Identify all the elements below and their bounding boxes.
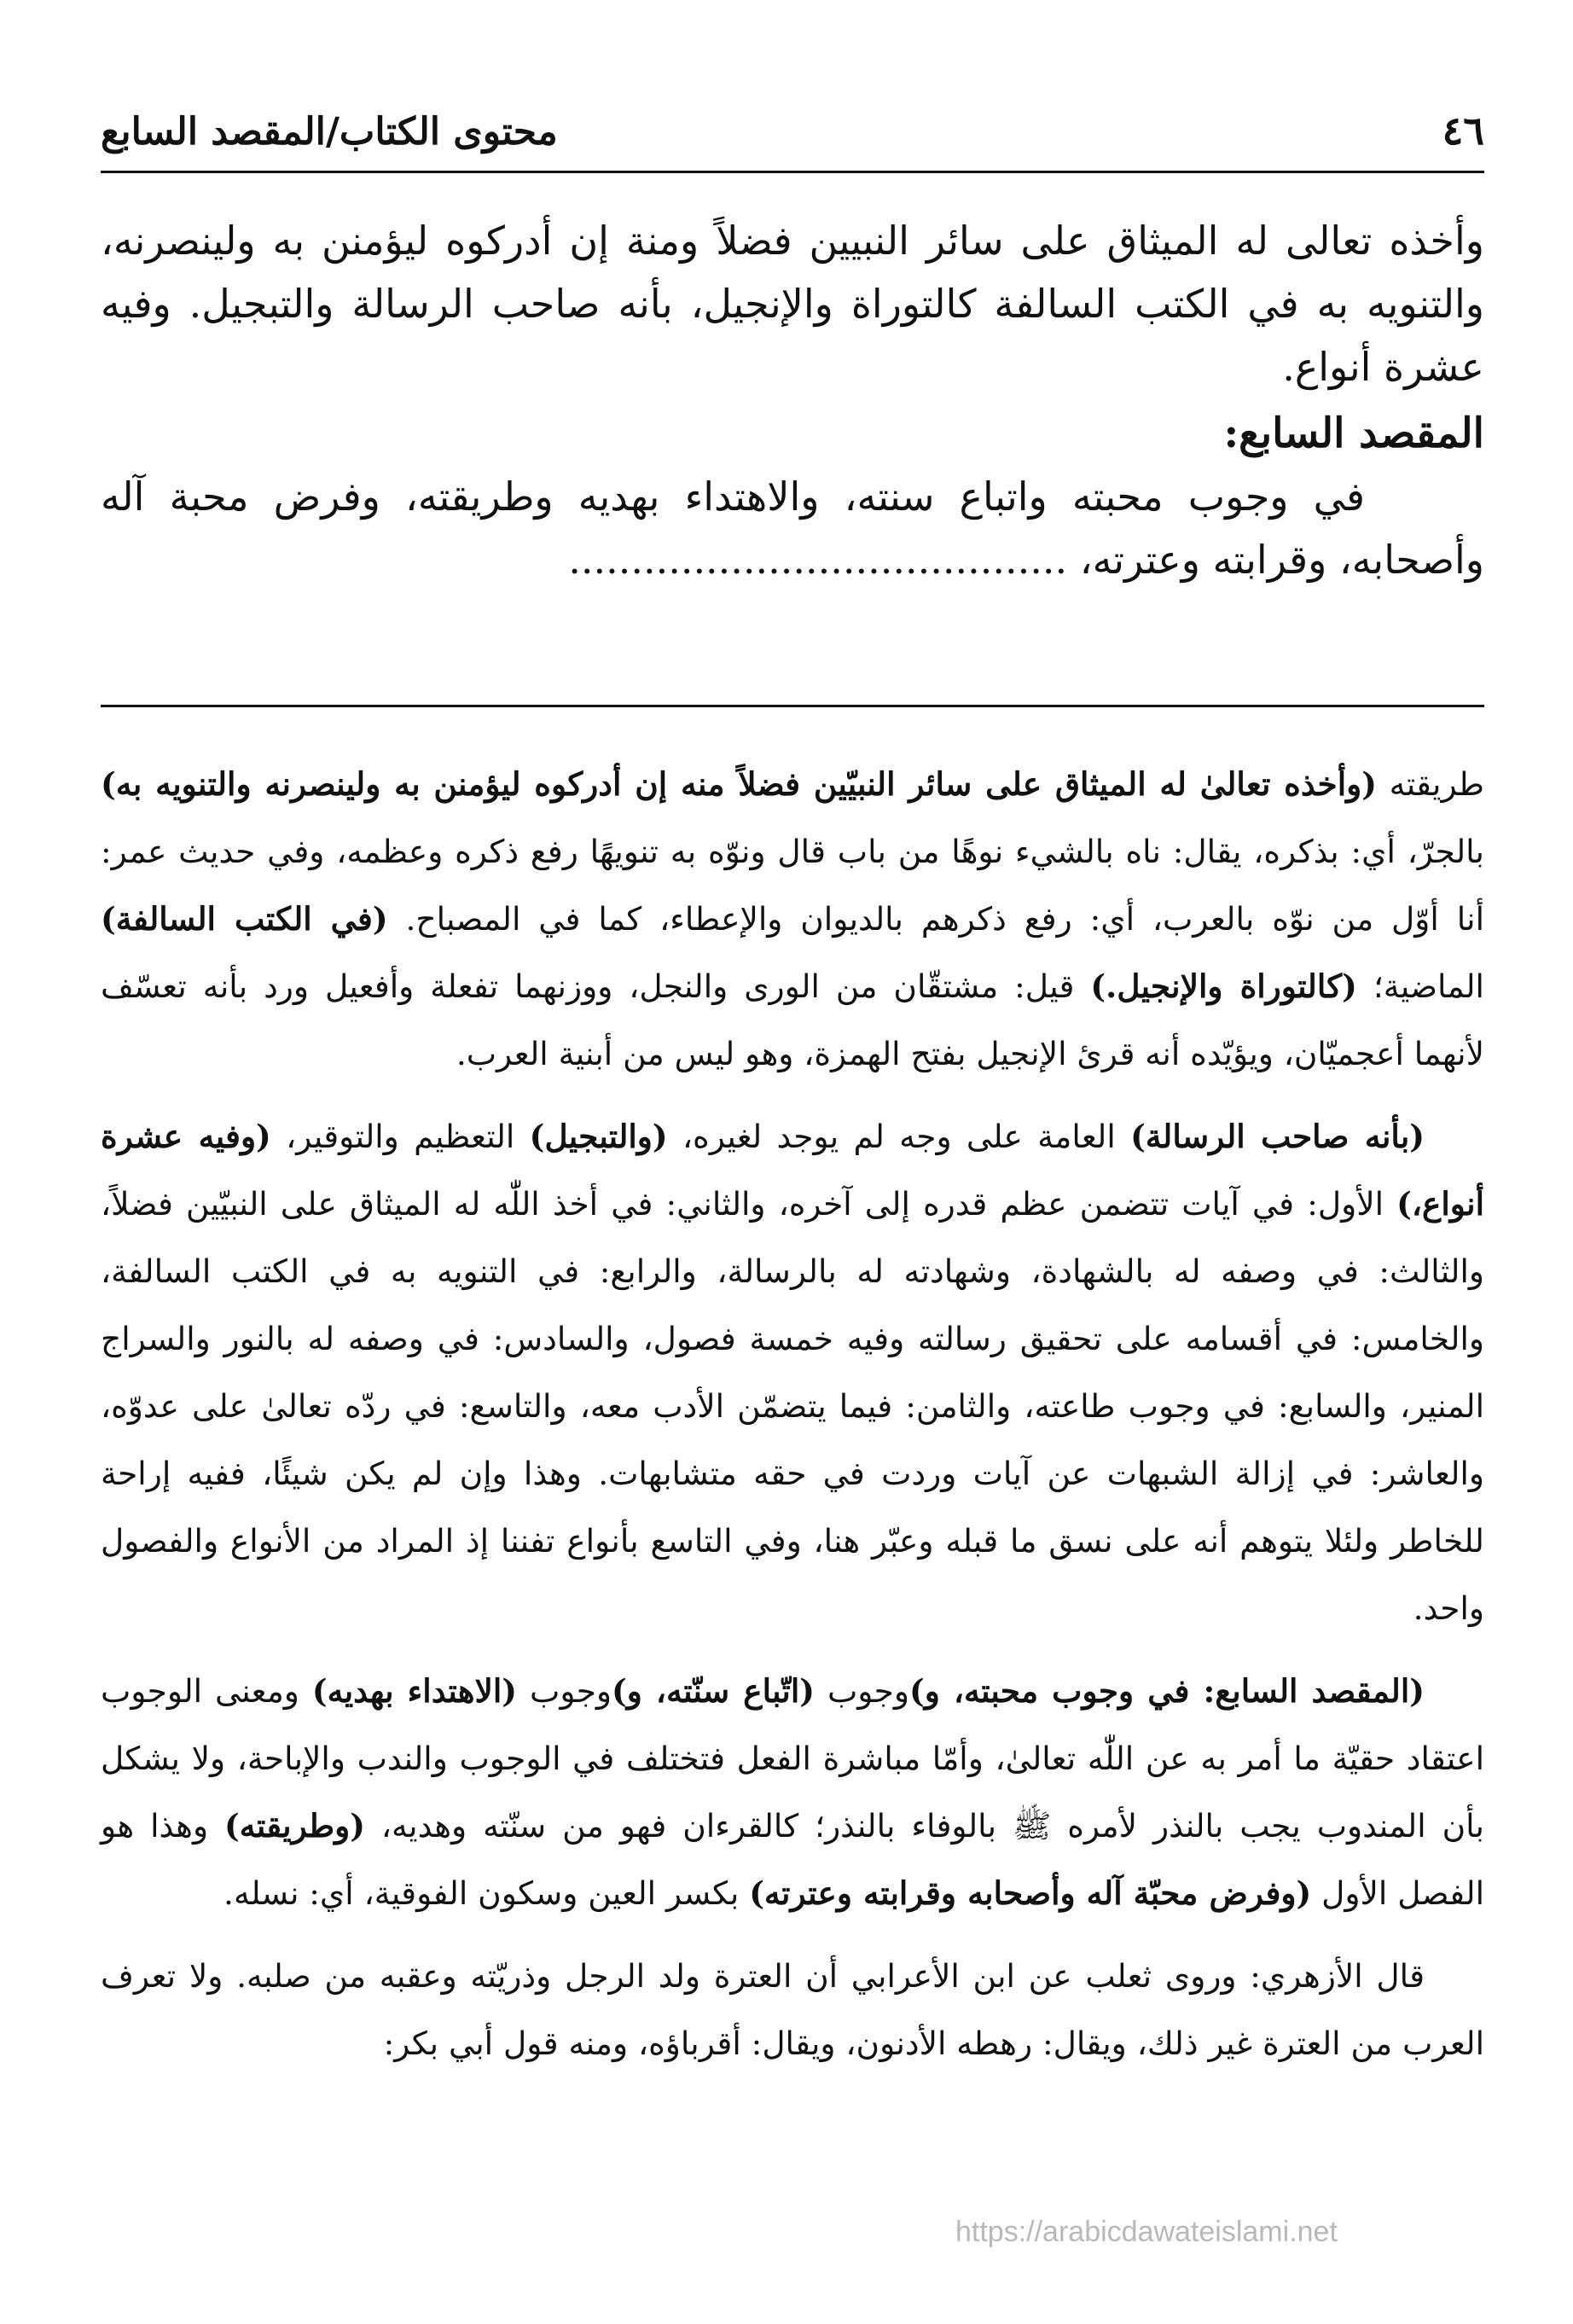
commentary-text-segment: الماضية؛ [1356, 967, 1484, 1005]
bold-quoted-text: (اتّباع سنّته، و) [611, 1672, 816, 1710]
matn-paragraph-2-text: في وجوب محبته واتباع سنته، والاهتداء بهديه وطريقته، وفرض محبة آله وأصحابه، وقرابته وعترته، [101, 474, 1484, 583]
page-header [101, 94, 1484, 154]
bold-quoted-text: (كالتوراة والإنجيل.) [1090, 967, 1357, 1005]
commentary-text-segment: الأول: في آيات تتضمن عظم قدره إلى آخره، والثاني: في أخذ اللّٰه له الميثاق على النبيّين فضلاً، والثالث: في وصفه له بالشهادة، وشهادته له بالرسالة، والرابع: في التنويه به في الكتب السالفة، والخامس: في أقسامه على تحقيق رسالته وفيه خمسة فصول، والسادس: في وصفه له بالنور والسراج المنير، والسابع: في وجوب طاعته، والثامن: فيما يتضمّن الأدب معه، والتاسع: في ردّه تعالىٰ على عدوّه، والعاشر: في إزالة الشبهات عن آيات وردت في حقه متشابهات. وهذا وإن لم يكن شيئًا، ففيه إراحة للخاطر ولئلا يتوهم أنه على نسق ما قبله وعبّر هنا، وفي التاسع بأنواع تفننا إذ المراد من الأنواع والفصول واحد. [101, 1185, 1484, 1627]
commentary-text-segment: وجوب [815, 1672, 909, 1710]
commentary-text-segment: بكسر العين وسكون الفوقية، أي: نسله. [223, 1874, 750, 1912]
bold-quoted-text: (المقصد السابع: في وجوب محبته، و) [908, 1672, 1425, 1710]
bold-quoted-text: (في الكتب السالفة) [101, 900, 388, 938]
commentary-paragraph [101, 751, 1484, 1088]
bold-quoted-text: (بأنه صاحب الرسالة) [1130, 1118, 1425, 1155]
dotted-leader: ........................................ [568, 537, 1068, 583]
matn-paragraph-1: وأخذه تعالى له الميثاق على سائر النبيين فضلاً ومنة إن أدركوه ليؤمنن به ولينصرنه، والتنويه به في الكتب السالفة كالتوراة والإنجيل، بأنه صاحب الرسالة والتبجيل. وفيه عشرة أنواع. [101, 218, 1484, 390]
commentary-text-segment: ومعنى الوجوب اعتقاد حقيّة ما أمر به عن اللّٰه تعالىٰ، وأمّا مباشرة الفعل فتختلف في الوجوب والندب والإباحة، ولا يشكل بأن المندوب يجب بالنذر لأمره ﷺ بالوفاء بالنذر؛ كالقرءان فهو من سنّته وهديه، [101, 1672, 1484, 1845]
running-title: محتوى الكتاب/المقصد السابع [101, 110, 558, 154]
commentary-text-segment: وجوب [517, 1672, 612, 1710]
section-heading: المقصد السابع: [1223, 410, 1484, 457]
separator-rule [101, 705, 1484, 707]
commentary-text-segment: التعظيم والتوقير، [270, 1118, 530, 1155]
watermark-url: https://arabicdawateislami.net [955, 2216, 1338, 2248]
commentary-text [101, 751, 1484, 2093]
bold-quoted-text: (الاهتداء بهديه) [311, 1672, 518, 1710]
commentary-text-segment: طريقته [1376, 765, 1484, 803]
bold-quoted-text: (وفيه عشرة أنواع،) [101, 1118, 1484, 1223]
commentary-text-segment: بالجرّ، أي: بذكره، يقال: ناه بالشيء نوهًا من باب قال ونوّه به تنويهًا رفع ذكره وعظمه، وفي حديث عمر: أنا أوّل من نوّه بالعرب، أي: رفع ذكرهم بالديوان والإعطاء، كما في المصباح. [101, 833, 1484, 938]
bold-quoted-text: (وأخذه تعالىٰ له الميثاق على سائر النبيّين فضلاً منه إن أدركوه ليؤمنن به ولينصرنه والتنويه به) [101, 765, 1377, 803]
bold-quoted-text: (وطريقته) [224, 1807, 365, 1845]
commentary-text-segment: وهذا هو الفصل الأول [101, 1807, 1484, 1912]
bold-quoted-text: (وفرض محبّة آله وأصحابه وقرابته وعترته) [749, 1874, 1312, 1912]
commentary-paragraph [101, 1943, 1484, 2077]
page-number: ٤٦ [1442, 107, 1484, 154]
header-rule [101, 171, 1484, 173]
commentary-paragraph [101, 1103, 1484, 1642]
bold-quoted-text: (والتبجيل) [529, 1118, 668, 1155]
commentary-text-segment: العامة على وجه لم يوجد لغيره، [667, 1118, 1131, 1155]
matn-paragraph-2 [101, 465, 1484, 591]
main-text [101, 209, 1484, 591]
commentary-text-segment: قال الأزهري: وروى ثعلب عن ابن الأعرابي أن العترة ولد الرجل وذريّته وعقبه من صلبه. ولا تعرف العرب من العترة غير ذلك، ويقال: رهطه الأدنون، ويقال: أقرباؤه، ومنه قول أبي بكر: [101, 1957, 1484, 2062]
commentary-paragraph [101, 1658, 1484, 1927]
commentary-text-segment: قيل: مشتقّان من الورى والنجل، ووزنهما تفعلة وأفعيل ورد بأنه تعسّف لأنهما أعجميّان، ويؤيّده أنه قرئ الإنجيل بفتح الهمزة، وهو ليس من أبنية العرب. [101, 967, 1484, 1072]
